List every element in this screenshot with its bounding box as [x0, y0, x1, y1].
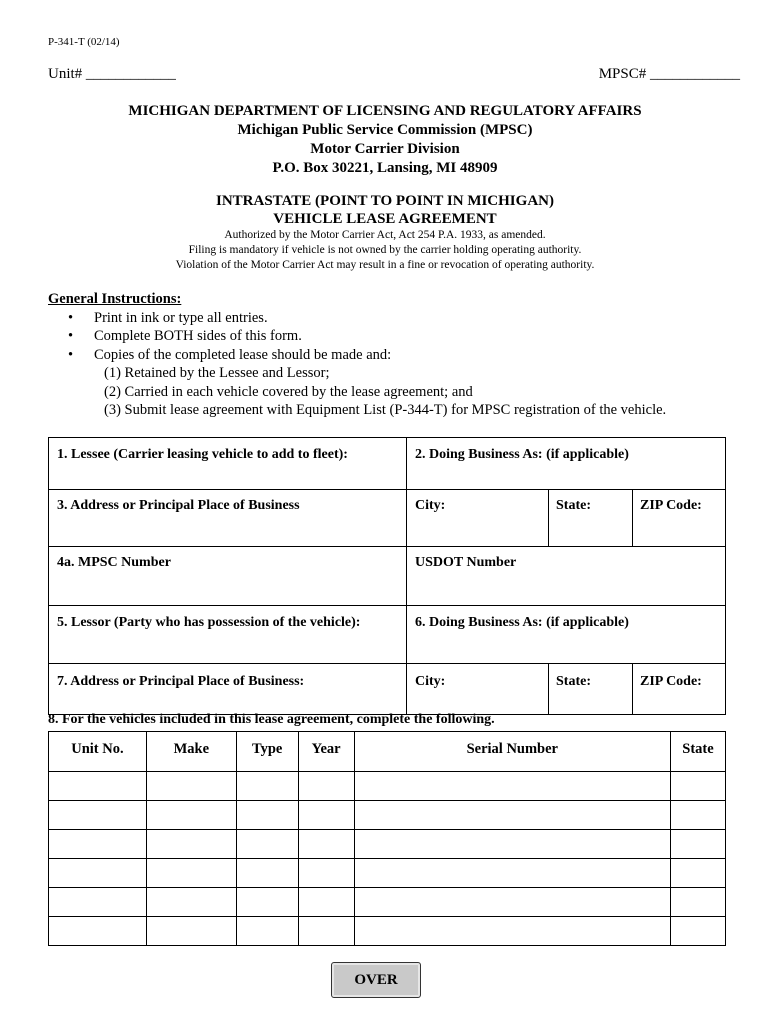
- usdot-number-input[interactable]: USDOT Number: [415, 555, 517, 570]
- table-cell[interactable]: [354, 917, 670, 946]
- agency-name: MICHIGAN DEPARTMENT OF LICENSING AND REGULATORY AFFAIRS: [128, 103, 642, 119]
- instruction-item: • Complete BOTH sides of this form.: [94, 327, 738, 346]
- table-cell[interactable]: [671, 888, 726, 917]
- form-id: P-341-T (02/14): [48, 36, 120, 48]
- form-title: [0, 192, 770, 228]
- table-row: [49, 917, 726, 946]
- divider: [48, 663, 726, 664]
- column-header-state: State: [671, 732, 726, 772]
- table-cell[interactable]: [146, 830, 236, 859]
- table-cell[interactable]: [49, 830, 147, 859]
- mpsc-number-input[interactable]: 4a. MPSC Number: [57, 555, 171, 570]
- lessee-address-field[interactable]: 3. Address or Principal Place of Business: [57, 498, 300, 513]
- table-cell[interactable]: [354, 859, 670, 888]
- section-8-label: 8. For the vehicles included in this lease agreement, complete the following.: [48, 712, 495, 727]
- table-row: [49, 830, 726, 859]
- lessee-dba-field[interactable]: 2. Doing Business As: (if applicable): [415, 447, 629, 462]
- table-cell[interactable]: [236, 772, 298, 801]
- table-cell[interactable]: [671, 917, 726, 946]
- table-cell[interactable]: [298, 772, 354, 801]
- instructions-heading: General Instructions:: [48, 291, 182, 307]
- legal-note-filing: Filing is mandatory if vehicle is not owned by the carrier holding operating authority.: [188, 244, 582, 256]
- table-cell[interactable]: [146, 917, 236, 946]
- general-instructions: [48, 290, 738, 420]
- table-cell[interactable]: [49, 888, 147, 917]
- table-cell[interactable]: [49, 859, 147, 888]
- divider: [406, 605, 407, 715]
- lessee-zip-field[interactable]: ZIP Code:: [640, 498, 702, 513]
- division-name: Motor Carrier Division: [310, 141, 460, 157]
- form-title-line2: VEHICLE LEASE AGREEMENT: [273, 211, 497, 227]
- agency-address: P.O. Box 30221, Lansing, MI 48909: [272, 160, 498, 176]
- over-button[interactable]: OVER: [331, 962, 421, 998]
- form-title-line1: INTRASTATE (POINT TO POINT IN MICHIGAN): [216, 193, 554, 209]
- lessor-field[interactable]: 5. Lessor (Party who has possession of the vehicle):: [57, 615, 361, 630]
- table-row: [49, 772, 726, 801]
- table-cell[interactable]: [354, 830, 670, 859]
- table-cell[interactable]: [671, 830, 726, 859]
- lessor-dba-field[interactable]: 6. Doing Business As: (if applicable): [415, 615, 629, 630]
- legal-note-violation: Violation of the Motor Carrier Act may result in a fine or revocation of operating authority.: [175, 259, 595, 271]
- table-header-row: [49, 732, 726, 772]
- instruction-item: • Print in ink or type all entries.: [94, 309, 738, 328]
- instruction-subitem: (1) Retained by the Lessee and Lessor;: [104, 365, 330, 381]
- table-cell[interactable]: [298, 801, 354, 830]
- table-cell[interactable]: [671, 801, 726, 830]
- table-cell[interactable]: [671, 859, 726, 888]
- column-header-make: Make: [146, 732, 236, 772]
- table-cell[interactable]: [298, 888, 354, 917]
- divider: [48, 489, 726, 490]
- unit-number-field[interactable]: Unit# ____________: [48, 66, 176, 82]
- table-cell[interactable]: [49, 772, 147, 801]
- table-cell[interactable]: [146, 801, 236, 830]
- column-header-serial-number: Serial Number: [354, 732, 670, 772]
- table-cell[interactable]: [49, 801, 147, 830]
- table-cell[interactable]: [354, 801, 670, 830]
- instruction-item: • Copies of the completed lease should be made and:: [94, 346, 738, 365]
- table-cell[interactable]: [298, 917, 354, 946]
- table-cell[interactable]: [298, 859, 354, 888]
- divider: [406, 546, 407, 606]
- lessor-zip-field[interactable]: ZIP Code:: [640, 674, 702, 689]
- column-header-unit-no: Unit No.: [49, 732, 147, 772]
- lessee-field[interactable]: 1. Lessee (Carrier leasing vehicle to add to fleet):: [57, 447, 348, 462]
- table-cell[interactable]: [146, 859, 236, 888]
- table-cell[interactable]: [354, 772, 670, 801]
- table-row: [49, 888, 726, 917]
- table-cell[interactable]: [146, 772, 236, 801]
- lessee-city-field[interactable]: City:: [415, 498, 446, 513]
- divider: [406, 437, 407, 547]
- table-cell[interactable]: [146, 888, 236, 917]
- commission-name: Michigan Public Service Commission (MPSC): [237, 122, 533, 138]
- vehicle-table: [48, 731, 726, 946]
- table-cell[interactable]: [236, 859, 298, 888]
- instruction-subitem: (2) Carried in each vehicle covered by the lease agreement; and: [104, 383, 473, 400]
- lessor-address-field[interactable]: 7. Address or Principal Place of Business:: [57, 674, 305, 689]
- table-cell[interactable]: [298, 830, 354, 859]
- table-cell[interactable]: [671, 772, 726, 801]
- divider: [548, 489, 549, 547]
- divider: [548, 663, 549, 715]
- column-header-year: Year: [298, 732, 354, 772]
- table-cell[interactable]: [49, 917, 147, 946]
- table-cell[interactable]: [236, 830, 298, 859]
- table-cell[interactable]: [354, 888, 670, 917]
- divider: [632, 663, 633, 715]
- table-row: [49, 801, 726, 830]
- lessor-state-field[interactable]: State:: [556, 674, 591, 689]
- agency-header: [0, 102, 770, 178]
- lessee-state-field[interactable]: State:: [556, 498, 591, 513]
- instructions-list: [48, 309, 738, 420]
- mpsc-number-field[interactable]: MPSC# ____________: [598, 66, 740, 82]
- legal-notes: [0, 228, 770, 273]
- table-cell[interactable]: [236, 801, 298, 830]
- instruction-subitem: (3) Submit lease agreement with Equipment List (P-344-T) for MPSC registration of the vehicle.: [104, 402, 667, 418]
- table-cell[interactable]: [236, 888, 298, 917]
- legal-note-authority: Authorized by the Motor Carrier Act, Act 254 P.A. 1933, as amended.: [224, 229, 546, 241]
- column-header-type: Type: [236, 732, 298, 772]
- lessor-city-field[interactable]: City:: [415, 674, 446, 689]
- table-row: [49, 859, 726, 888]
- table-cell[interactable]: [236, 917, 298, 946]
- divider: [632, 489, 633, 547]
